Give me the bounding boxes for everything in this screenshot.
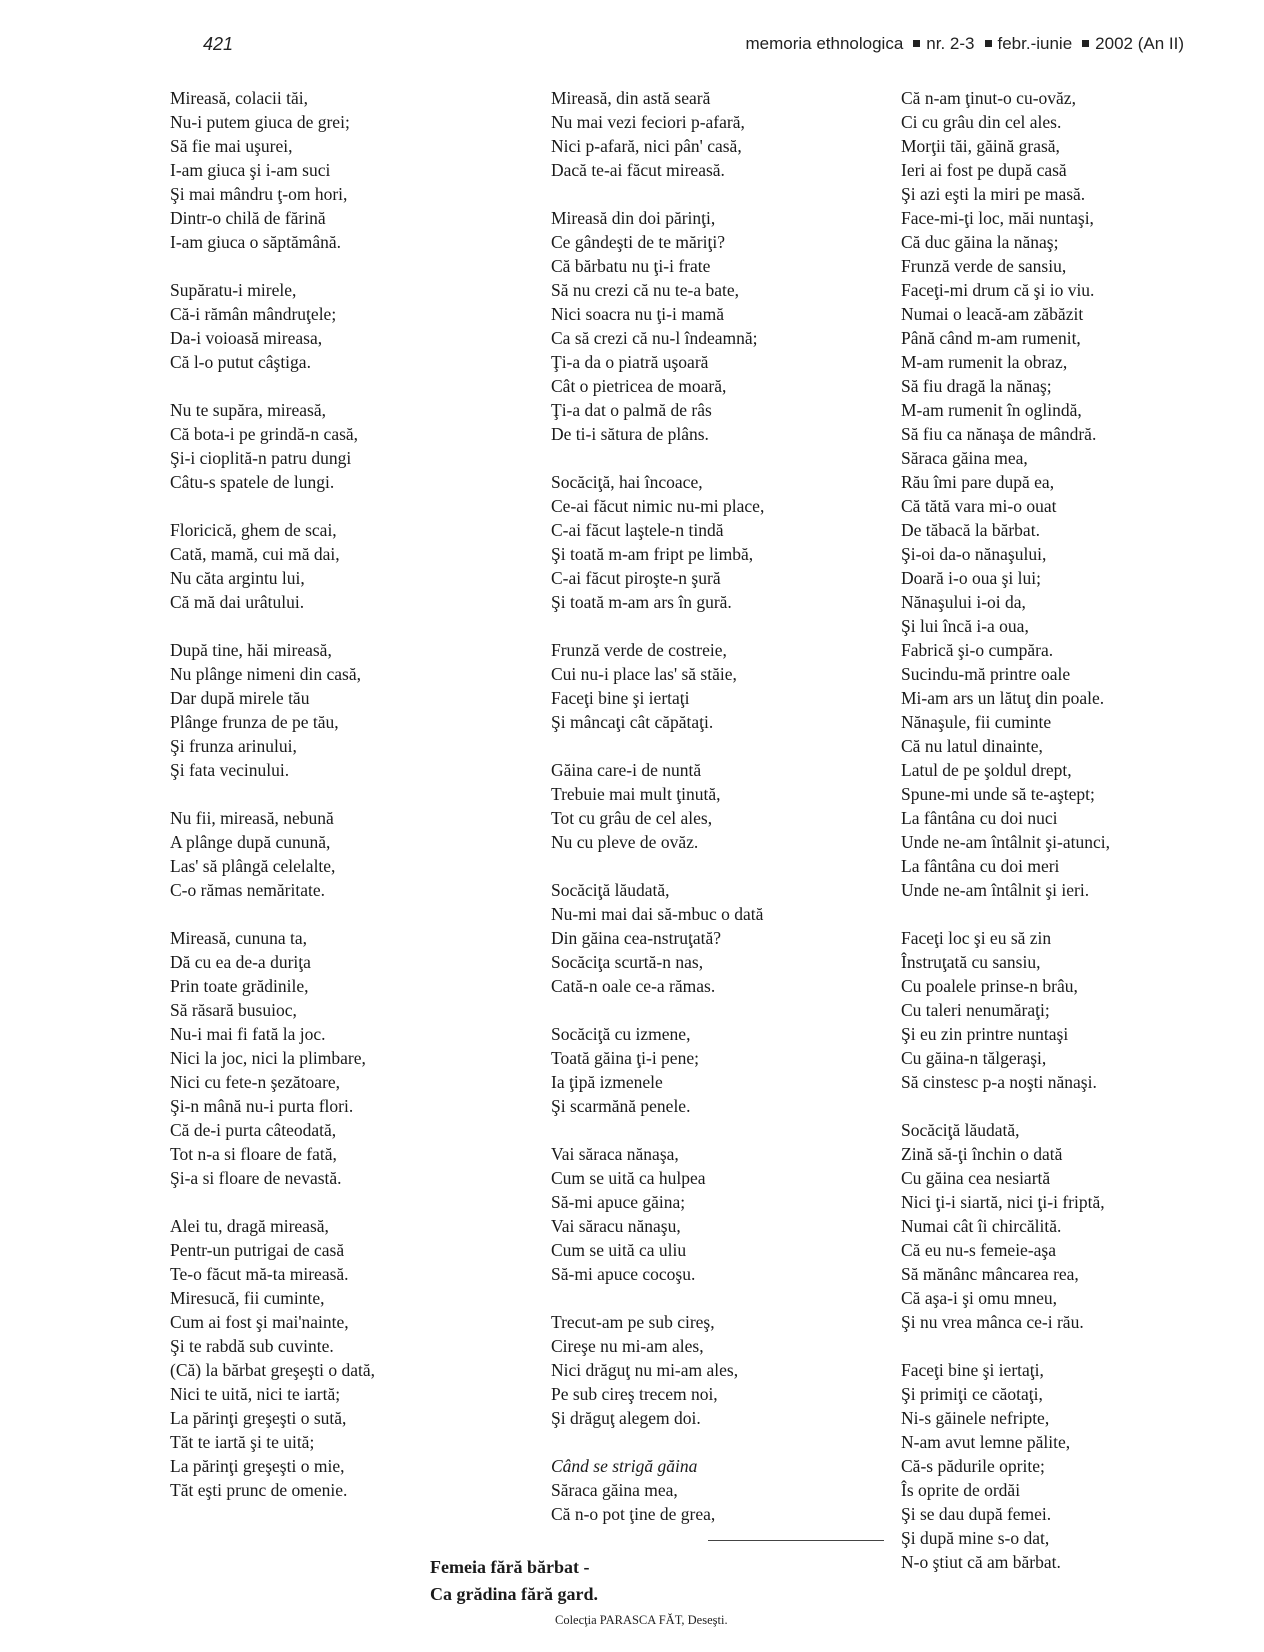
- stanza: [170, 926, 550, 1190]
- stanza: [551, 470, 931, 614]
- verse-line: Şi azi eşti la miri pe masă.: [901, 184, 1086, 204]
- verse-line: Cu găina-n tălgeraşi,: [901, 1048, 1047, 1068]
- verse-line: Şi mai mândru ţ-om hori,: [170, 184, 348, 204]
- verse-line: Şi-oi da-o nănaşului,: [901, 544, 1047, 564]
- proverb: [430, 1554, 598, 1608]
- verse-line: Ce-ai făcut nimic nu-mi place,: [551, 496, 765, 516]
- verse-line: Spune-mi unde să te-aştept;: [901, 784, 1095, 804]
- verse-line: Nu-mi mai dai să-mbuc o dată: [551, 904, 764, 924]
- verse-line: Nănaşule, fii cuminte: [901, 712, 1052, 732]
- verse-line: La părinţi greşeşti o sută,: [170, 1408, 347, 1428]
- verse-line: Rău îmi pare după ea,: [901, 472, 1055, 492]
- verse-line: Socăciţă lăudată,: [551, 880, 670, 900]
- column-divider-rule: [708, 1540, 884, 1541]
- verse-line: Nu cu pleve de ovăz.: [551, 832, 699, 852]
- proverb-line-2: Ca grădina fără gard.: [430, 1584, 598, 1604]
- verse-line: Toată găina ţi-i pene;: [551, 1048, 699, 1068]
- verse-line: Nici drăguţ nu mi-am ales,: [551, 1360, 739, 1380]
- verse-line: Sucindu-mă printre oale: [901, 664, 1071, 684]
- verse-line: Să fiu dragă la nănaş;: [901, 376, 1052, 396]
- verse-line: După tine, hăi mireasă,: [170, 640, 332, 660]
- verse-line: Să cinstesc p-a noşti nănaşi.: [901, 1072, 1097, 1092]
- verse-line: Săraca găina mea,: [551, 1480, 678, 1500]
- verse-line: A plânge după cunună,: [170, 832, 331, 852]
- verse-line: Nu te supăra, mireasă,: [170, 400, 326, 420]
- journal-info: [745, 34, 1184, 54]
- verse-line: Că n-am ţinut-o cu-ovăz,: [901, 88, 1076, 108]
- verse-line: Faceţi loc şi eu să zin: [901, 928, 1052, 948]
- verse-line: Să nu crezi că nu te-a bate,: [551, 280, 740, 300]
- verse-line: Faceţi bine şi iertaţi: [551, 688, 690, 708]
- verse-line: Nici soacra nu ţi-i mamă: [551, 304, 724, 324]
- verse-line: Floricică, ghem de scai,: [170, 520, 337, 540]
- verse-line: Nu mai vezi feciori p-afară,: [551, 112, 745, 132]
- verse-line: Socăciţa scurtă-n nas,: [551, 952, 704, 972]
- verse-line: C-ai făcut piroşte-n şură: [551, 568, 721, 588]
- verse-line: Prin toate grădinile,: [170, 976, 309, 996]
- verse-line: Supăratu-i mirele,: [170, 280, 297, 300]
- verse-line: Faceţi bine şi iertaţi,: [901, 1360, 1044, 1380]
- verse-line: Ca să crezi că nu-l îndeamnă;: [551, 328, 758, 348]
- verse-line: Trecut-am pe sub cireş,: [551, 1312, 715, 1332]
- stanza: [170, 638, 550, 782]
- verse-line: Găina care-i de nuntă: [551, 760, 702, 780]
- verse-line: Nănaşului i-oi da,: [901, 592, 1026, 612]
- verse-line: Nici ţi-i siartă, nici ţi-i friptă,: [901, 1192, 1105, 1212]
- verse-line: Cât o pietricea de moară,: [551, 376, 727, 396]
- verse-line: Latul de pe şoldul drept,: [901, 760, 1072, 780]
- verse-line: Şi nu vrea mânca ce-i rău.: [901, 1312, 1084, 1332]
- verse-line: Te-o făcut mă-ta mireasă.: [170, 1264, 349, 1284]
- verse-line: Să-mi apuce cocoşu.: [551, 1264, 696, 1284]
- verse-line: Ni-s găinele nefripte,: [901, 1408, 1050, 1428]
- stanza: [901, 1358, 1231, 1574]
- verse-line: La fântâna cu doi meri: [901, 856, 1060, 876]
- verse-line: Nici te uită, nici te iartă;: [170, 1384, 341, 1404]
- verse-line: Cum se uită ca uliu: [551, 1240, 687, 1260]
- verse-line: Las' să plângă celelalte,: [170, 856, 336, 876]
- verse-line: Ce gândeşti de te măriţi?: [551, 232, 725, 252]
- verse-line: Să-mi apuce găina;: [551, 1192, 686, 1212]
- verse-line: Că duc găina la nănaş;: [901, 232, 1059, 252]
- verse-line: Să fiu ca nănaşa de mândră.: [901, 424, 1097, 444]
- poem-column-1: [170, 86, 550, 1526]
- stanza: [551, 1454, 931, 1526]
- collection-credit: Colecţia PARASCA FĂT, Deseşti.: [555, 1613, 728, 1627]
- verse-line: Că-s pădurile oprite;: [901, 1456, 1045, 1476]
- verse-line: Că mă dai urâtului.: [170, 592, 305, 612]
- stanza: [551, 206, 931, 446]
- verse-line: Ia ţipă izmenele: [551, 1072, 663, 1092]
- verse-line: Că eu nu-s femeie-aşa: [901, 1240, 1056, 1260]
- verse-line: Frunză verde de sansiu,: [901, 256, 1067, 276]
- verse-line: Şi după mine s-o dat,: [901, 1528, 1050, 1548]
- verse-line: Cum ai fost şi mai'nainte,: [170, 1312, 349, 1332]
- verse-line: Doară i-o oua şi lui;: [901, 568, 1041, 588]
- verse-line: Unde ne-am întâlnit şi ieri.: [901, 880, 1090, 900]
- verse-line: Mi-am ars un lătuţ din poale.: [901, 688, 1105, 708]
- verse-line: Să fie mai uşurei,: [170, 136, 293, 156]
- verse-line: Faceţi-mi drum că şi io viu.: [901, 280, 1095, 300]
- verse-line: Socăciţă cu izmene,: [551, 1024, 691, 1044]
- verse-line: Şi mâncaţi cât căpătaţi.: [551, 712, 714, 732]
- verse-line: (Că) la bărbat greşeşti o dată,: [170, 1360, 376, 1380]
- verse-line: Alei tu, dragă mireasă,: [170, 1216, 329, 1236]
- verse-line: Nici la joc, nici la plimbare,: [170, 1048, 366, 1068]
- verse-line: Face-mi-ţi loc, măi nuntaşi,: [901, 208, 1094, 228]
- verse-line: Şi-n mână nu-i purta flori.: [170, 1096, 354, 1116]
- proverb-line-1: Femeia fără bărbat -: [430, 1557, 590, 1577]
- verse-line: C-o rămas nemăritate.: [170, 880, 326, 900]
- verse-line: Zină să-ţi închin o dată: [901, 1144, 1063, 1164]
- page-number: 421: [203, 34, 234, 54]
- verse-line: I-am giuca şi i-am suci: [170, 160, 331, 180]
- verse-line: Mireasă, cununa ta,: [170, 928, 308, 948]
- verse-line: Din găina cea-nstruţată?: [551, 928, 722, 948]
- verse-line: Nu căta argintu lui,: [170, 568, 305, 588]
- verse-line: Că-i rămân mândruţele;: [170, 304, 337, 324]
- stanza: [170, 806, 550, 902]
- verse-line: M-am rumenit la obraz,: [901, 352, 1068, 372]
- stanza: [170, 278, 550, 374]
- verse-line: Şi-i cioplită-n patru dungi: [170, 448, 352, 468]
- verse-line: Şi se dau după femei.: [901, 1504, 1052, 1524]
- verse-line: Cu taleri nenumăraţi;: [901, 1000, 1050, 1020]
- stanza: [170, 398, 550, 494]
- verse-line: Socăciţă lăudată,: [901, 1120, 1020, 1140]
- verse-line: Îs oprite de ordăi: [901, 1480, 1021, 1500]
- verse-line: Mireasă din doi părinţi,: [551, 208, 716, 228]
- verse-line: Înstruţată cu sansiu,: [901, 952, 1041, 972]
- verse-line: Până când m-am rumenit,: [901, 328, 1081, 348]
- stanza: [551, 1022, 931, 1118]
- verse-line: Trebuie mai mult ţinută,: [551, 784, 721, 804]
- verse-line: Vai săraca nănaşa,: [551, 1144, 679, 1164]
- stanza: [901, 926, 1231, 1094]
- verse-line: Da-i voioasă mireasa,: [170, 328, 323, 348]
- verse-line: Ţi-a da o piatră uşoară: [551, 352, 709, 372]
- verse-line: N-o ştiut că am bărbat.: [901, 1552, 1061, 1572]
- square-bullet-icon: [913, 40, 920, 47]
- verse-line: Că l-o putut câştiga.: [170, 352, 311, 372]
- stanza: [170, 86, 550, 254]
- verse-line: Şi drăguţ alegem doi.: [551, 1408, 701, 1428]
- verse-line: Să răsară busuioc,: [170, 1000, 297, 1020]
- verse-line: De tăbacă la bărbat.: [901, 520, 1040, 540]
- verse-line: Mireasă, colacii tăi,: [170, 88, 308, 108]
- verse-line: Şi toată m-am ars în gură.: [551, 592, 732, 612]
- verse-line: I-am giuca o săptămână.: [170, 232, 342, 252]
- verse-line: La părinţi greşeşti o mie,: [170, 1456, 345, 1476]
- verse-line: Ci cu grâu din cel ales.: [901, 112, 1062, 132]
- verse-line: Câtu-s spatele de lungi.: [170, 472, 335, 492]
- page-header: [0, 34, 1264, 60]
- verse-line: Tot cu grâu de cel ales,: [551, 808, 713, 828]
- verse-line: Şi eu zin printre nuntaşi: [901, 1024, 1069, 1044]
- verse-line: Că bărbatu nu ţi-i frate: [551, 256, 711, 276]
- verse-line: Tăt te iartă şi te uită;: [170, 1432, 315, 1452]
- verse-line: Că n-o pot ţine de grea,: [551, 1504, 716, 1524]
- verse-line: Tăt eşti prunc de omenie.: [170, 1480, 348, 1500]
- verse-line: Unde ne-am întâlnit şi-atunci,: [901, 832, 1110, 852]
- stanza: [551, 1310, 931, 1430]
- verse-line: Cu găina cea nesiartă: [901, 1168, 1051, 1188]
- verse-line: Dintr-o chilă de fărină: [170, 208, 326, 228]
- verse-line: Şi scarmănă penele.: [551, 1096, 691, 1116]
- verse-line: Nu plânge nimeni din casă,: [170, 664, 361, 684]
- journal-period: febr.-iunie: [997, 34, 1073, 53]
- verse-line: Pe sub cireş trecem noi,: [551, 1384, 718, 1404]
- journal-issue: nr. 2-3: [926, 34, 975, 53]
- verse-line: Frunză verde de costreie,: [551, 640, 727, 660]
- verse-line: Vai săracu nănaşu,: [551, 1216, 681, 1236]
- verse-line: Şi te rabdă sub cuvinte.: [170, 1336, 334, 1356]
- verse-line: Numai o leacă-am zăbăzit: [901, 304, 1084, 324]
- stanza: [551, 878, 931, 998]
- stanza: [551, 86, 931, 182]
- verse-line: Că aşa-i şi omu mneu,: [901, 1288, 1058, 1308]
- stanza: [551, 638, 931, 734]
- verse-line: Nici p-afară, nici pân' casă,: [551, 136, 742, 156]
- verse-line: Că bota-i pe grindă-n casă,: [170, 424, 359, 444]
- stanza: [551, 1142, 931, 1286]
- verse-line: Nu fii, mireasă, nebună: [170, 808, 334, 828]
- verse-line: Ţi-a dat o palmă de râs: [551, 400, 712, 420]
- verse-line: Nici cu fete-n şezătoare,: [170, 1072, 341, 1092]
- stanza: [170, 518, 550, 614]
- verse-line: Cată-n oale ce-a rămas.: [551, 976, 716, 996]
- verse-line: Dacă te-ai făcut mireasă.: [551, 160, 725, 180]
- verse-line: Dă cu ea de-a duriţa: [170, 952, 311, 972]
- verse-line: Cu poalele prinse-n brâu,: [901, 976, 1078, 996]
- verse-line: Tot n-a si floare de fată,: [170, 1144, 337, 1164]
- verse-line: Pentr-un putrigai de casă: [170, 1240, 345, 1260]
- verse-line: Şi lui încă i-a oua,: [901, 616, 1029, 636]
- verse-line: Morţii tăi, găină grasă,: [901, 136, 1060, 156]
- verse-line: Nu-i mai fi fată la joc.: [170, 1024, 326, 1044]
- verse-line: Socăciţă, hai încoace,: [551, 472, 703, 492]
- verse-line: Şi toată m-am fript pe limbă,: [551, 544, 754, 564]
- square-bullet-icon: [1082, 40, 1089, 47]
- verse-line: Că nu latul dinainte,: [901, 736, 1043, 756]
- verse-line: Că tătă vara mi-o ouat: [901, 496, 1057, 516]
- journal-title: memoria ethnologica: [745, 34, 904, 53]
- verse-line: Cireşe nu mi-am ales,: [551, 1336, 704, 1356]
- stanza: [901, 1118, 1231, 1334]
- verse-line: Fabrică şi-o cumpăra.: [901, 640, 1054, 660]
- verse-line: Plânge frunza de pe tău,: [170, 712, 339, 732]
- verse-line: N-am avut lemne pălite,: [901, 1432, 1071, 1452]
- verse-line: Să mănânc mâncarea rea,: [901, 1264, 1079, 1284]
- verse-line: Numai cât îi chircălită.: [901, 1216, 1062, 1236]
- journal-year: 2002 (An II): [1095, 34, 1184, 53]
- verse-line: Şi-a si floare de nevastă.: [170, 1168, 342, 1188]
- verse-line: C-ai făcut laştele-n tindă: [551, 520, 724, 540]
- verse-line: Nu-i putem giuca de grei;: [170, 112, 350, 132]
- square-bullet-icon: [985, 40, 992, 47]
- verse-line: Mireasă, din astă seară: [551, 88, 711, 108]
- verse-line: Şi primiţi ce căotaţi,: [901, 1384, 1043, 1404]
- poem-column-3: [901, 86, 1231, 1598]
- verse-line: Cum se uită ca hulpea: [551, 1168, 706, 1188]
- stanza: [901, 86, 1231, 902]
- verse-line: Că de-i purta câteodată,: [170, 1120, 337, 1140]
- verse-line: Cui nu-i place las' să stăie,: [551, 664, 737, 684]
- verse-line: M-am rumenit în oglindă,: [901, 400, 1082, 420]
- verse-line: Cată, mamă, cui mă dai,: [170, 544, 340, 564]
- verse-line: Ieri ai fost pe după casă: [901, 160, 1067, 180]
- verse-line: Săraca găina mea,: [901, 448, 1028, 468]
- verse-line: De ti-i sătura de plâns.: [551, 424, 709, 444]
- verse-line: Şi frunza arinului,: [170, 736, 297, 756]
- poem-column-2: [551, 86, 931, 1550]
- verse-line: Miresucă, fii cuminte,: [170, 1288, 325, 1308]
- verse-line: Şi fata vecinului.: [170, 760, 290, 780]
- stanza: [170, 1214, 550, 1502]
- stanza: [551, 758, 931, 854]
- verse-line: Dar după mirele tău: [170, 688, 310, 708]
- stanza-subtitle: Când se strigă găina: [551, 1456, 698, 1476]
- verse-line: La fântâna cu doi nuci: [901, 808, 1058, 828]
